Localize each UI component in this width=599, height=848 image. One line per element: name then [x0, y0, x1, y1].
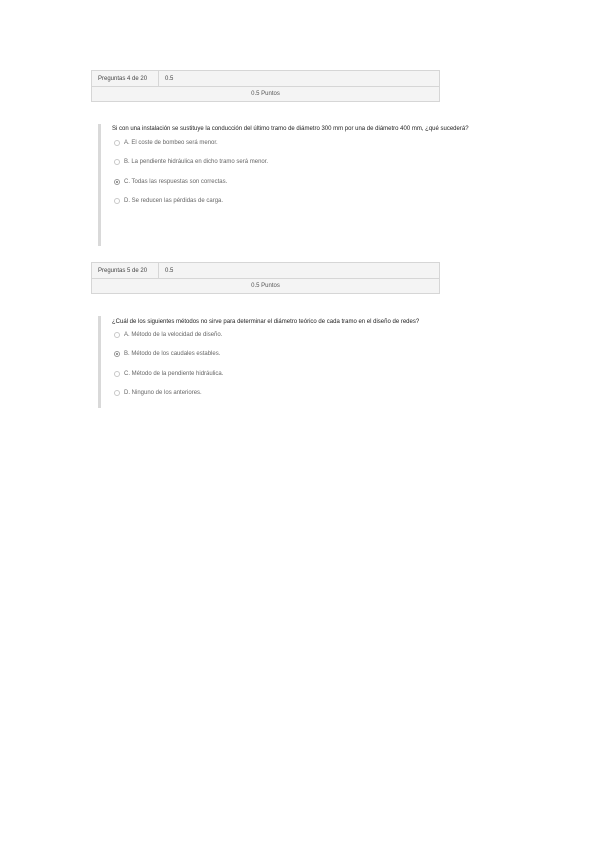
answer-option-label: A. El coste de bombeo será menor.: [124, 139, 218, 146]
answer-option-label: C. Todas las respuestas son correctas.: [124, 178, 228, 185]
answer-option-label: B. Método de los caudales estables.: [124, 350, 221, 357]
answer-option-label: A. Método de la velocidad de diseño.: [124, 331, 223, 338]
answer-option[interactable]: [114, 177, 227, 186]
question-value: 0.5: [165, 75, 174, 82]
answer-option-label: D. Ninguno de los anteriores.: [124, 389, 202, 396]
answer-option[interactable]: [114, 330, 222, 339]
radio-button[interactable]: [114, 198, 120, 204]
question-points: 0.5 Puntos: [251, 91, 280, 97]
answer-option-label: D. Se reducen las pérdidas de carga.: [124, 197, 224, 204]
radio-button[interactable]: [114, 371, 120, 377]
radio-button[interactable]: [114, 140, 120, 146]
answer-option-label: B. La pendiente hidráulica en dicho tramo será menor.: [124, 158, 269, 165]
question-text: Si con una instalación se sustituye la conducción del último tramo de diámetro 300 mm por una de diámetro 400 mm, ¿qué sucederá?: [112, 126, 469, 132]
question-number: Preguntas 5 de 20: [92, 263, 159, 278]
answer-option[interactable]: [114, 138, 218, 147]
answer-option[interactable]: [114, 388, 202, 397]
question-value: 0.5: [165, 267, 174, 274]
question-header-row: [92, 263, 439, 279]
radio-button[interactable]: [114, 159, 120, 165]
radio-button[interactable]: [114, 390, 120, 396]
question-header-row: [92, 71, 439, 87]
radio-button[interactable]: [114, 332, 120, 338]
question-number: Preguntas 4 de 20: [92, 71, 159, 86]
question-body: [98, 124, 469, 246]
answer-option-label: C. Método de la pendiente hidráulica.: [124, 370, 224, 377]
question-body: [98, 316, 420, 408]
question-points: 0.5 Puntos: [251, 283, 280, 289]
radio-button-selected[interactable]: [114, 351, 120, 357]
answer-option[interactable]: [114, 369, 223, 378]
question-header: [91, 70, 440, 102]
answer-option[interactable]: [114, 349, 220, 358]
question-text: ¿Cuál de los siguientes métodos no sirve para determinar el diámetro teórico de cada tramo en el diseño de redes?: [112, 319, 420, 325]
radio-button-selected[interactable]: [114, 179, 120, 185]
answer-option[interactable]: [114, 196, 223, 205]
answer-option[interactable]: [114, 157, 268, 166]
question-header: [91, 262, 440, 294]
